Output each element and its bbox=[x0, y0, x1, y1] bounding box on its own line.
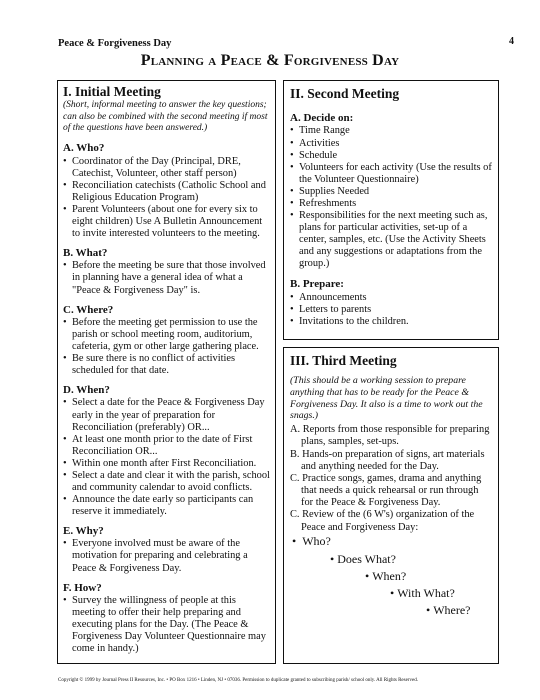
page-number: 4 bbox=[509, 36, 514, 47]
initial-meeting-box bbox=[57, 80, 276, 664]
where-heading: C. Where? bbox=[63, 303, 114, 316]
when-heading: D. When? bbox=[63, 384, 110, 397]
why-list bbox=[63, 538, 270, 574]
what-list bbox=[63, 260, 270, 296]
list-item: A. Reports from those responsible for preparing plans, samples, set-ups. bbox=[290, 424, 490, 448]
list-item: • Everyone involved must be aware of the motivation for preparing and celebrating a Peace & Forgiveness Day. bbox=[63, 538, 270, 574]
decide-list bbox=[290, 125, 492, 270]
ws-who: • Who? bbox=[292, 533, 331, 548]
list-item: • Time Range bbox=[290, 125, 492, 137]
copyright-footer: Copyright © 1999 by Journal Press II Resources, Inc. • PO Box 1216 • Linden, NJ • 07036. Permission to duplicate granted to subscribing parish/ school only. All Rights Reserved. bbox=[58, 678, 418, 683]
initial-meeting-note: (Short, informal meeting to answer the key questions; can also be combined with the second meeting if most of the questions have been answered.) bbox=[63, 100, 268, 133]
where-list bbox=[63, 317, 270, 377]
list-item: • Volunteers for each activity (Use the results of the Volunteer Questionnaire) bbox=[290, 162, 492, 186]
how-heading: F. How? bbox=[63, 581, 102, 594]
list-item: • Within one month after First Reconciliation. bbox=[63, 458, 270, 470]
initial-meeting-title: I. Initial Meeting bbox=[63, 84, 161, 99]
what-heading: B. What? bbox=[63, 247, 108, 260]
list-item: • At least one month prior to the date of First Reconciliation OR... bbox=[63, 434, 270, 458]
list-item: C. Review of the (6 W's) organization of the Peace and Forgiveness Day: bbox=[290, 509, 475, 533]
who-list bbox=[63, 156, 270, 240]
list-item: • Select a date for the Peace & Forgiveness Day early in the year of preparation for Reconciliation (preferably) OR... bbox=[63, 397, 270, 433]
list-item: • Letters to parents bbox=[290, 304, 492, 316]
list-item: • Coordinator of the Day (Principal, DRE, Catechist, Volunteer, other staff person) bbox=[63, 156, 270, 180]
list-item: B. Hands-on preparation of signs, art materials and anything needed for the Day. bbox=[290, 448, 485, 472]
list-item: • Refreshments bbox=[290, 198, 492, 210]
series-label: Peace & Forgiveness Day bbox=[58, 38, 172, 49]
list-item: • Schedule bbox=[290, 150, 492, 162]
list-item: • Survey the willingness of people at this meeting to offer their help preparing and executing plans for the Day. (The Peace & Forgiveness Day Volunteer Questionnaire may come in handy.) bbox=[63, 595, 270, 655]
ws-where: • Where? bbox=[426, 602, 471, 617]
list-item: • Before the meeting get permission to use the parish or school meeting room, auditorium, cafeteria, gym or other large gathering place. bbox=[63, 317, 270, 353]
third-meeting-note: (This should be a working session to prepare anything that has to be ready for the Peace & Forgiveness Day. It also is a time to work out the snags.) bbox=[290, 375, 483, 422]
list-item: • Announce the date early so participants can reserve it immediately. bbox=[63, 494, 270, 518]
decide-heading: A. Decide on: bbox=[290, 112, 354, 125]
third-meeting-title: III. Third Meeting bbox=[290, 353, 397, 368]
why-heading: E. Why? bbox=[63, 525, 104, 538]
list-item: • Select a date and clear it with the parish, school and community calendar to avoid conflicts. bbox=[63, 470, 270, 494]
list-item: • Be sure there is no conflict of activities scheduled for that date. bbox=[63, 353, 270, 377]
ws-when: • When? bbox=[365, 568, 407, 583]
list-item: • Invitations to the children. bbox=[290, 316, 492, 328]
list-item: • Supplies Needed bbox=[290, 186, 492, 198]
when-list bbox=[63, 397, 270, 518]
six-ws-diagram bbox=[290, 534, 492, 618]
list-item: • Responsibilities for the next meeting such as, plans for particular activities, set-up of a center, samples, etc. (Use the Activity Sheets and any suggestions or adaptations from the group.) bbox=[290, 210, 492, 270]
list-item: • Announcements bbox=[290, 292, 492, 304]
ws-does-what: • Does What? bbox=[330, 551, 396, 566]
list-item: • Activities bbox=[290, 138, 492, 150]
list-item: C. Practice songs, games, drama and anything that needs a quick rehearsal or run through for the Peace & Forgiveness Day. bbox=[290, 472, 482, 509]
how-list bbox=[63, 595, 270, 655]
list-item: • Parent Volunteers (about one for every six to eight children) Use A Bulletin Announcement to invite interested volunteers to the meeting. bbox=[63, 204, 270, 240]
second-meeting-box bbox=[283, 80, 499, 340]
page-title: Planning a Peace & Forgiveness Day bbox=[140, 52, 400, 69]
list-item: • Reconciliation catechists (Catholic School and Religious Education Program) bbox=[63, 180, 270, 204]
who-heading: A. Who? bbox=[63, 142, 105, 155]
prepare-heading: B. Prepare: bbox=[290, 278, 344, 291]
ws-with-what: • With What? bbox=[390, 585, 455, 600]
third-meeting-box bbox=[283, 347, 499, 664]
list-item: • Before the meeting be sure that those involved in planning have a general idea of what a "Peace & Forgiveness Day" is. bbox=[63, 260, 270, 296]
prepare-list bbox=[290, 292, 492, 328]
second-meeting-title: II. Second Meeting bbox=[290, 86, 400, 101]
